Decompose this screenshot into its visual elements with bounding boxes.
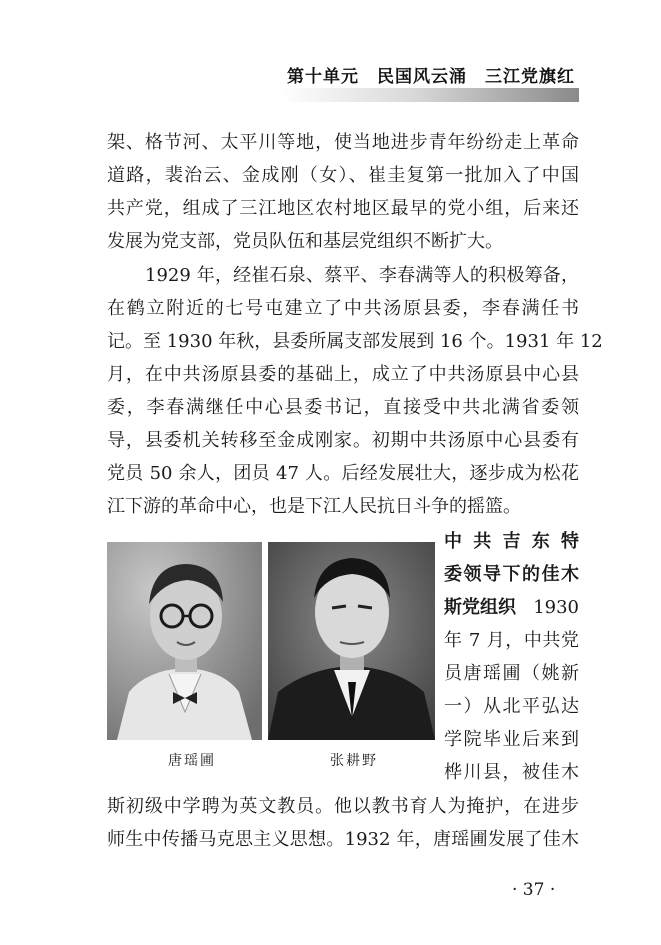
text-line: 党员 50 余人，团员 47 人。后经发展壮大，逐步成为松花 [107,463,579,484]
side-text-line: 年 7 月，中共党 [444,630,579,651]
page-number: · 37 · [512,880,556,900]
portrait-photo-tang-yaopu [107,542,262,740]
text-line: 道路，裴治云、金成刚（女）、崔圭复第一批加入了中国 [107,165,579,186]
section-heading-line: 中共吉东特 [444,531,579,552]
text-line: 架、格节河、太平川等地，使当地进步青年纷纷走上革命 [107,132,579,153]
text-line: 在鹤立附近的七号屯建立了中共汤原县委，李春满任书 [107,298,579,319]
text-line: 1929 年，经崔石泉、蔡平、李春满等人的积极筹备， [145,265,579,286]
photo-caption: 唐瑶圃 [168,753,216,769]
text-line: 月，在中共汤原县委的基础上，成立了中共汤原县中心县 [107,364,579,385]
section-heading-line: 斯党组织 1930 [444,597,579,618]
running-header: 第十单元 民国风云涌 三江党旗红 [287,67,575,87]
portrait-image [107,542,262,740]
text-line: 共产党，组成了三江地区农村地区最早的党小组，后来还 [107,198,579,219]
photo-caption: 张耕野 [330,753,378,769]
text-line: 发展为党支部，党员队伍和基层党组织不断扩大。 [107,231,503,252]
portrait-image [268,542,435,740]
side-text: 1930 [533,597,579,618]
text-line: 导，县委机关转移至金成刚家。初期中共汤原中心县委有 [107,430,579,451]
text-line: 委，李春满继任中心县委书记，直接受中共北满省委领 [107,397,579,418]
section-heading-line: 委领导下的佳木 [444,564,579,585]
text-line: 师生中传播马克思主义思想。1932 年，唐瑶圃发展了佳木 [107,829,579,850]
side-text-line: 学院毕业后来到 [444,729,579,750]
text-line: 记。至 1930 年秋，县委所属支部发展到 16 个。1931 年 12 [107,331,603,352]
header-gradient-bar [280,88,579,102]
side-text-line: 员唐瑶圃（姚新 [444,663,579,684]
text-line: 江下游的革命中心，也是下江人民抗日斗争的摇篮。 [107,496,521,517]
side-text-line: 一）从北平弘达 [444,696,579,717]
side-text-line: 桦川县，被佳木 [444,762,579,783]
portrait-photo-zhang-gengye [268,542,435,740]
text-line: 斯初级中学聘为英文教员。他以教书育人为掩护，在进步 [107,796,579,817]
